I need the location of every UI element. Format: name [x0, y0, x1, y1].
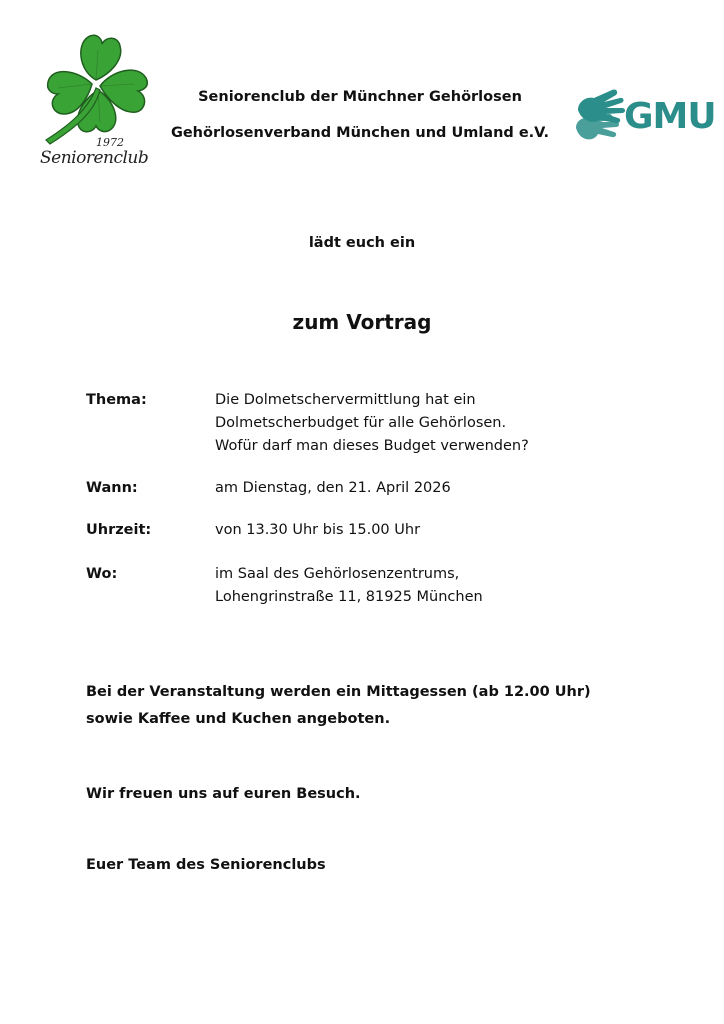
uhrzeit-value: von 13.30 Uhr bis 15.00 Uhr — [215, 522, 421, 538]
uhrzeit-label: Uhrzeit: — [86, 522, 152, 538]
header-line-2: Gehörlosenverband München und Umland e.V. — [170, 125, 550, 141]
closing-text: Wir freuen uns auf euren Besuch. — [86, 786, 361, 802]
thema-line: Wofür darf man dieses Budget verwenden? — [215, 438, 529, 454]
logo-year: 1972 — [96, 136, 124, 149]
wo-line: im Saal des Gehörlosenzentrums, — [215, 566, 460, 582]
header-line-1: Seniorenclub der Münchner Gehörlosen — [198, 89, 522, 105]
meal-note-line: Bei der Veranstaltung werden ein Mittagessen (ab 12.00 Uhr) — [86, 684, 591, 700]
thema-line: Die Dolmetschervermittlung hat ein — [215, 392, 476, 408]
wann-label: Wann: — [86, 480, 138, 496]
invitation-text: lädt euch ein — [308, 235, 416, 251]
wann-value: am Dienstag, den 21. April 2026 — [215, 480, 451, 496]
signature-text: Euer Team des Seniorenclubs — [86, 857, 326, 873]
thema-value — [215, 389, 645, 458]
gmu-logo-text: GMU — [624, 96, 716, 137]
wo-label: Wo: — [86, 566, 118, 582]
meal-note-line: sowie Kaffee und Kuchen angeboten. — [86, 711, 391, 727]
thema-label: Thema: — [86, 392, 147, 408]
gmu-logo — [572, 84, 716, 148]
meal-note — [86, 679, 686, 733]
wo-line: Lohengrinstraße 11, 81925 München — [215, 589, 483, 605]
logo-script-text: Seniorenclub — [40, 148, 149, 168]
wo-value — [215, 563, 645, 609]
event-title: zum Vortrag — [292, 310, 432, 334]
signing-hands-icon — [572, 84, 626, 148]
seniorenclub-logo — [38, 30, 156, 172]
thema-line: Dolmetscherbudget für alle Gehörlosen. — [215, 415, 507, 431]
